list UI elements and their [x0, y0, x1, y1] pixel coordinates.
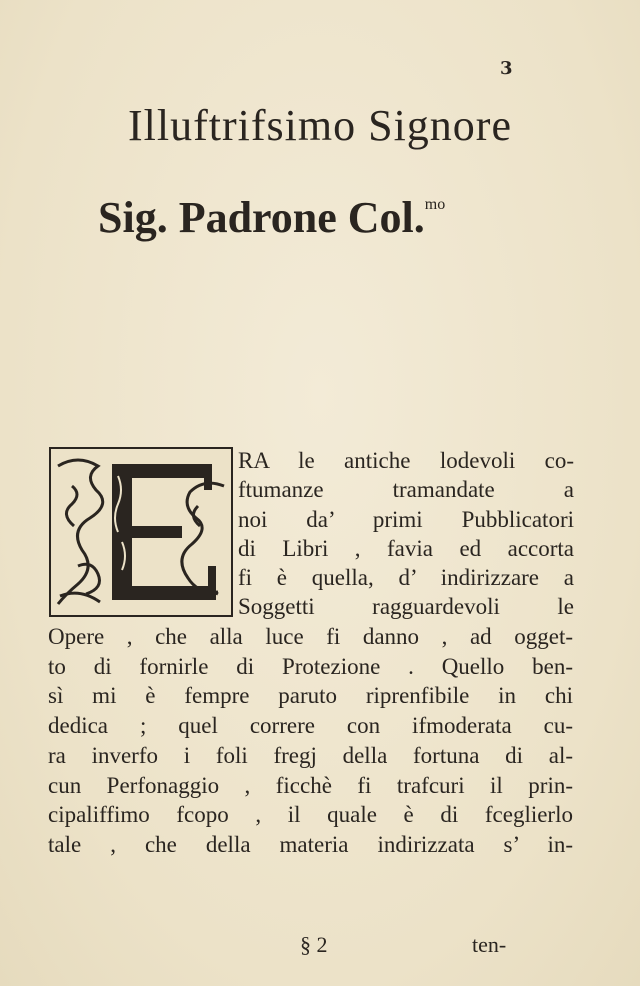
- text-line: di Libri , favia ed accorta: [238, 535, 574, 561]
- text-line: fi è quella, d’ indirizzare a: [238, 565, 574, 591]
- text-line: to di fornirle di Protezione . Quello ben-: [48, 653, 573, 679]
- decorated-initial-e: [48, 446, 234, 618]
- text-line: Soggetti ragguardevoli le: [238, 594, 574, 620]
- text-line: Opere , che alla luce fi danno , ad ogget-: [48, 624, 573, 649]
- subtitle-main: Sig. Padrone Col.: [98, 193, 425, 242]
- catchword: ten-: [472, 932, 507, 957]
- text-line: dedica ; quel correre con ifmoderata cu-: [48, 713, 573, 739]
- text-line: cipaliffimo fcopo , il quale è di fceglierlo: [48, 802, 573, 828]
- text-line: ftumanze tramandate a: [238, 477, 574, 503]
- page-number: 3: [500, 58, 513, 79]
- page-footer: [170, 932, 540, 962]
- page-subtitle: [98, 192, 445, 243]
- page-title: Illuftrifsimo Signore: [128, 101, 512, 150]
- signature-mark: § 2: [300, 932, 328, 957]
- text-line: noi da’ primi Pubblicatori: [238, 506, 574, 532]
- text-line: RA le antiche lodevoli co-: [238, 448, 574, 473]
- subtitle-superscript: mo: [424, 196, 446, 213]
- first-lines: [238, 446, 574, 622]
- text-line: sì mi è fempre paruto riprenfibile in chi: [48, 683, 573, 709]
- text-line: ra inverfo i foli fregj della fortuna di al-: [48, 742, 573, 768]
- body-text: [48, 622, 573, 860]
- text-line: tale , che della materia indirizzata s’ in-: [48, 831, 573, 857]
- text-line: cun Perfonaggio , ficchè fi trafcuri il prin-: [48, 772, 573, 798]
